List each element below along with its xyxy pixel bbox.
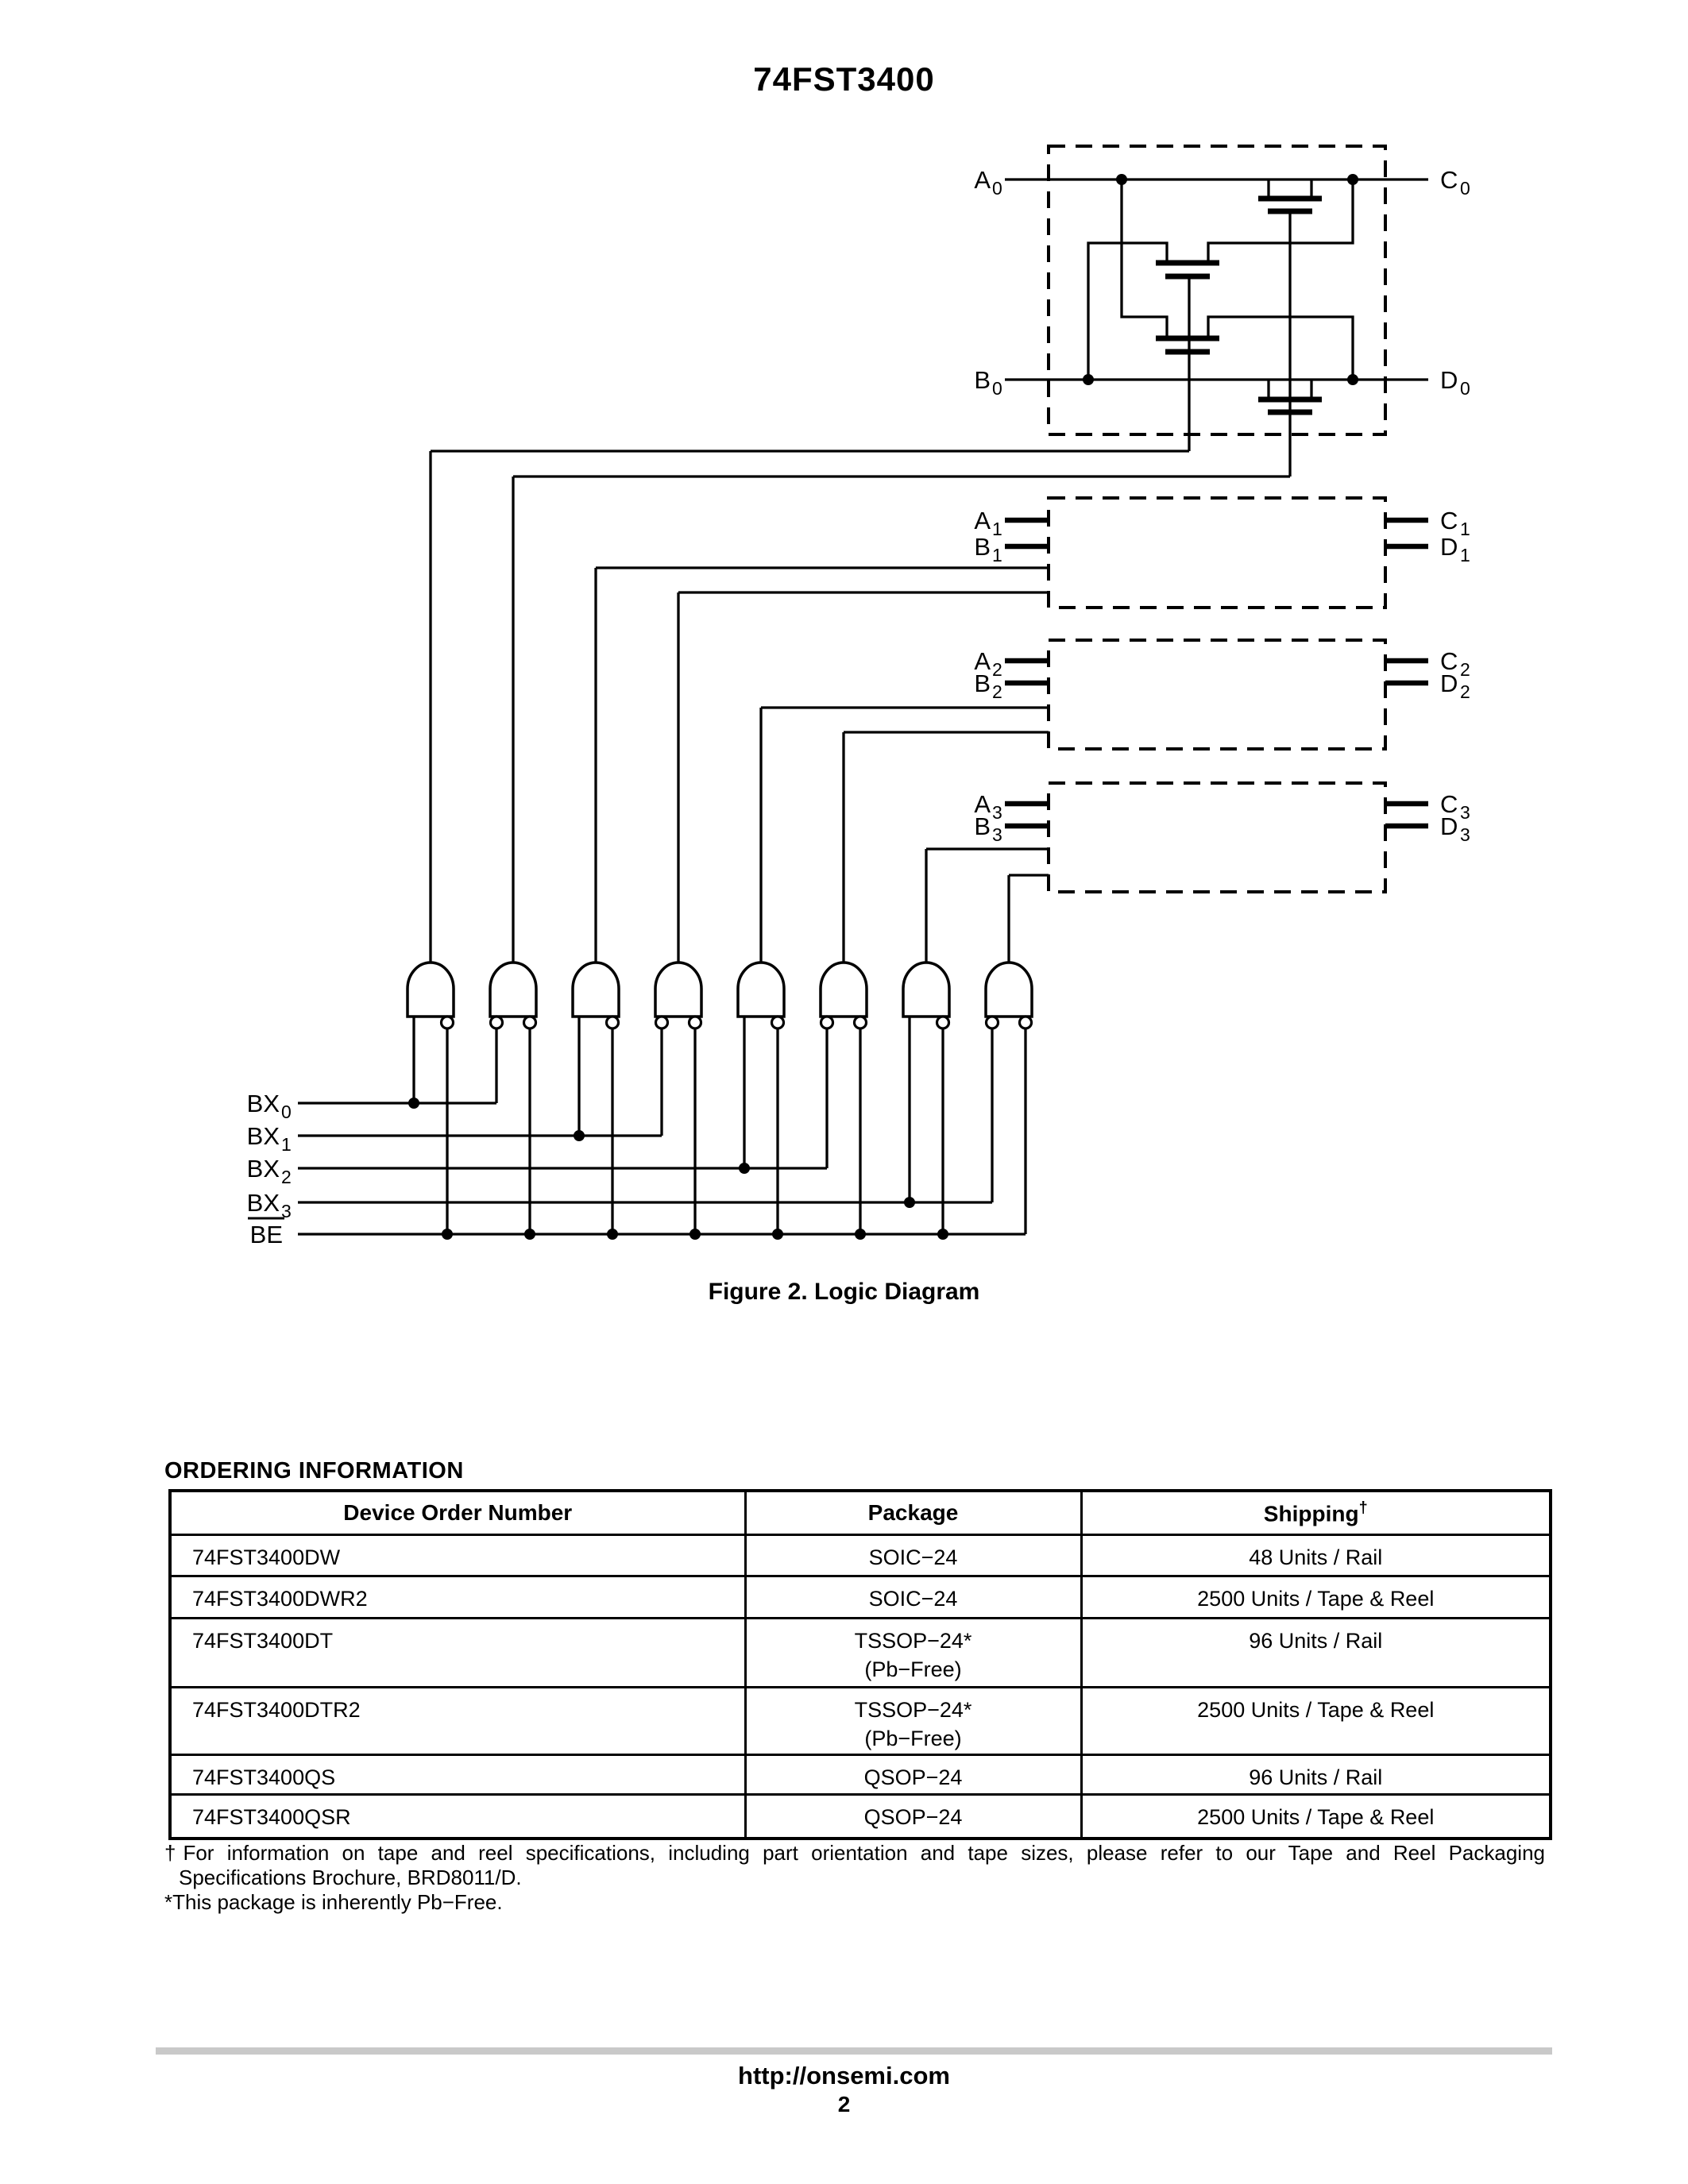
gate-6-left-bubble xyxy=(821,1017,833,1028)
label-b2: B xyxy=(974,669,991,697)
ordering-table xyxy=(168,1489,1552,1840)
junction-dot xyxy=(409,1098,419,1109)
label-b1: B xyxy=(974,533,991,561)
wire-a0-to-exchange xyxy=(1122,179,1167,338)
label-b2-sub: 2 xyxy=(992,681,1002,702)
cell-device: 74FST3400DTR2 xyxy=(170,1687,745,1754)
footer-page-number: 2 xyxy=(837,2092,851,2116)
label-a3: A xyxy=(974,790,991,818)
label-d0-sub: 0 xyxy=(1460,378,1470,399)
label-d3: D xyxy=(1440,812,1458,840)
label-a0: A xyxy=(974,166,991,194)
cell-shipping: 2500 Units / Tape & Reel xyxy=(1081,1687,1551,1754)
label-bx0: BX xyxy=(246,1090,280,1117)
label-a2: A xyxy=(974,647,991,675)
label-d1: D xyxy=(1440,533,1458,561)
label-a0-sub: 0 xyxy=(992,178,1002,199)
label-c1: C xyxy=(1440,507,1458,534)
footnote-pbfree: *This package is inherently Pb−Free. xyxy=(164,1890,503,1914)
label-b0: B xyxy=(974,366,991,394)
junction-dot xyxy=(740,1163,750,1174)
junction-dot xyxy=(773,1229,783,1240)
cell-package xyxy=(745,1576,1081,1618)
junction-dot xyxy=(905,1198,915,1208)
ordering-heading: ORDERING INFORMATION xyxy=(164,1458,464,1484)
label-a2-sub: 2 xyxy=(992,659,1002,680)
label-d2-sub: 2 xyxy=(1460,681,1470,702)
label-bx3-sub: 3 xyxy=(281,1201,292,1221)
table-row xyxy=(170,1687,1551,1754)
junction-dot xyxy=(1083,374,1094,385)
gate-3-right-bubble xyxy=(607,1017,619,1028)
cell-shipping: 2500 Units / Tape & Reel xyxy=(1081,1794,1551,1839)
cell-device: 74FST3400DT xyxy=(170,1618,745,1687)
col-header-shipping xyxy=(1081,1491,1551,1534)
box0-internal-wires xyxy=(1088,179,1353,477)
label-c0: C xyxy=(1440,166,1458,194)
footnote-tape-reel: †For information on tape and reel specifications, including part orientation and tape sizes, please refer to our Tape and Reel Packaging xyxy=(164,1841,1545,1865)
gate-8-left-bubble xyxy=(987,1017,999,1028)
box0-bus-lines xyxy=(1005,179,1428,380)
gate-5-body xyxy=(738,963,784,1017)
footnotes xyxy=(164,1841,1545,1915)
switch-box-1 xyxy=(1049,498,1385,608)
label-a1: A xyxy=(974,507,991,534)
gate-6-body xyxy=(821,963,867,1017)
label-a1-sub: 1 xyxy=(992,519,1002,539)
label-be: BE xyxy=(249,1221,283,1248)
gate-7-right-bubble xyxy=(937,1017,949,1028)
package-line1: TSSOP−24* xyxy=(854,1697,972,1722)
nand-gates xyxy=(408,451,1032,1240)
cell-device: 74FST3400QS xyxy=(170,1754,745,1794)
table-row xyxy=(170,1618,1551,1687)
label-bx1: BX xyxy=(246,1122,280,1150)
cell-package xyxy=(745,1618,1081,1687)
footnote-brochure: Specifications Brochure, BRD8011/D. xyxy=(179,1866,522,1889)
label-bx0-sub: 0 xyxy=(281,1102,292,1122)
gate-6-right-bubble xyxy=(855,1017,867,1028)
label-d3-sub: 3 xyxy=(1460,824,1470,845)
cell-package xyxy=(745,1754,1081,1794)
junction-dot xyxy=(1347,174,1358,185)
label-c3-sub: 3 xyxy=(1460,802,1470,823)
label-c2-sub: 2 xyxy=(1460,659,1470,680)
label-c3: C xyxy=(1440,790,1458,818)
gate-4-left-bubble xyxy=(656,1017,668,1028)
junction-dot xyxy=(938,1229,948,1240)
label-b3-sub: 3 xyxy=(992,824,1002,845)
gate-7-body xyxy=(903,963,949,1017)
figure-caption: Figure 2. Logic Diagram xyxy=(708,1279,980,1305)
cell-package xyxy=(745,1794,1081,1839)
cell-shipping: 2500 Units / Tape & Reel xyxy=(1081,1576,1551,1618)
label-bx2: BX xyxy=(246,1155,280,1183)
label-a3-sub: 3 xyxy=(992,802,1002,823)
label-c0-sub: 0 xyxy=(1460,178,1470,199)
package-line1: SOIC−24 xyxy=(868,1545,958,1569)
cell-device: 74FST3400QSR xyxy=(170,1794,745,1839)
gate-4-right-bubble xyxy=(689,1017,701,1028)
junction-dot xyxy=(608,1229,618,1240)
junction-dot xyxy=(1116,174,1127,185)
label-d1-sub: 1 xyxy=(1460,545,1470,565)
label-d2: D xyxy=(1440,669,1458,697)
table-row xyxy=(170,1754,1551,1794)
package-line2: (Pb−Free) xyxy=(864,1657,962,1681)
junction-dot xyxy=(1347,374,1358,385)
cell-device: 74FST3400DW xyxy=(170,1534,745,1576)
table-row xyxy=(170,1794,1551,1839)
gate-2-body xyxy=(490,963,536,1017)
control-lines xyxy=(431,451,1290,875)
cell-device: 74FST3400DWR2 xyxy=(170,1576,745,1618)
label-b3: B xyxy=(974,812,991,840)
col-header-shipping-label: Shipping xyxy=(1263,1500,1359,1526)
junction-dot xyxy=(690,1229,701,1240)
wire-b0-to-exchange xyxy=(1088,243,1167,380)
label-bx2-sub: 2 xyxy=(281,1167,292,1187)
label-bx3: BX xyxy=(246,1189,280,1217)
footer-divider xyxy=(156,2047,1552,2055)
gate-4-body xyxy=(655,963,701,1017)
cell-shipping: 48 Units / Rail xyxy=(1081,1534,1551,1576)
cell-package xyxy=(745,1534,1081,1576)
gate-8-body xyxy=(986,963,1032,1017)
box0-junction-dots xyxy=(1083,174,1358,385)
package-line1: QSOP−24 xyxy=(863,1804,963,1829)
switch-box-0 xyxy=(1049,146,1385,434)
gate-1-body xyxy=(408,963,454,1017)
cell-shipping: 96 Units / Rail xyxy=(1081,1754,1551,1794)
junction-dot xyxy=(856,1229,866,1240)
gate-1-right-bubble xyxy=(442,1017,454,1028)
label-c2: C xyxy=(1440,647,1458,675)
table-row xyxy=(170,1534,1551,1576)
label-c1-sub: 1 xyxy=(1460,519,1470,539)
col-header-device-label: Device Order Number xyxy=(343,1499,573,1525)
package-line1: SOIC−24 xyxy=(868,1586,958,1611)
switch-box-2 xyxy=(1049,640,1385,749)
switch-box-borders xyxy=(1049,146,1385,892)
col-header-package-label: Package xyxy=(867,1499,959,1525)
table-header-row xyxy=(170,1491,1551,1534)
table-row xyxy=(170,1576,1551,1618)
gate-8-right-bubble xyxy=(1020,1017,1032,1028)
wire-d0-to-exchange xyxy=(1208,317,1353,380)
package-line1: QSOP−24 xyxy=(863,1765,963,1789)
label-d0: D xyxy=(1440,366,1458,394)
junction-dot xyxy=(442,1229,453,1240)
col-header-package xyxy=(745,1491,1081,1534)
gate-2-right-bubble xyxy=(524,1017,536,1028)
junction-dot xyxy=(574,1131,585,1141)
label-b1-sub: 1 xyxy=(992,545,1002,565)
dagger-superscript: † xyxy=(1358,1499,1368,1517)
port-stubs xyxy=(1005,520,1428,826)
gate-3-body xyxy=(573,963,619,1017)
package-line1: TSSOP−24* xyxy=(854,1628,972,1653)
label-b0-sub: 0 xyxy=(992,378,1002,399)
gate-2-left-bubble xyxy=(491,1017,503,1028)
footer-url: http://onsemi.com xyxy=(738,2062,950,2089)
page-title: 74FST3400 xyxy=(753,60,935,98)
package-line2: (Pb−Free) xyxy=(864,1726,962,1750)
col-header-device xyxy=(170,1491,745,1534)
ordering-table-wrap xyxy=(168,1489,1552,1840)
gate-5-right-bubble xyxy=(772,1017,784,1028)
cell-shipping: 96 Units / Rail xyxy=(1081,1618,1551,1687)
wire-c0-to-exchange xyxy=(1208,179,1353,263)
switch-box-3 xyxy=(1049,783,1385,892)
cell-package xyxy=(745,1687,1081,1754)
junction-dot xyxy=(525,1229,535,1240)
label-bx1-sub: 1 xyxy=(281,1134,292,1155)
